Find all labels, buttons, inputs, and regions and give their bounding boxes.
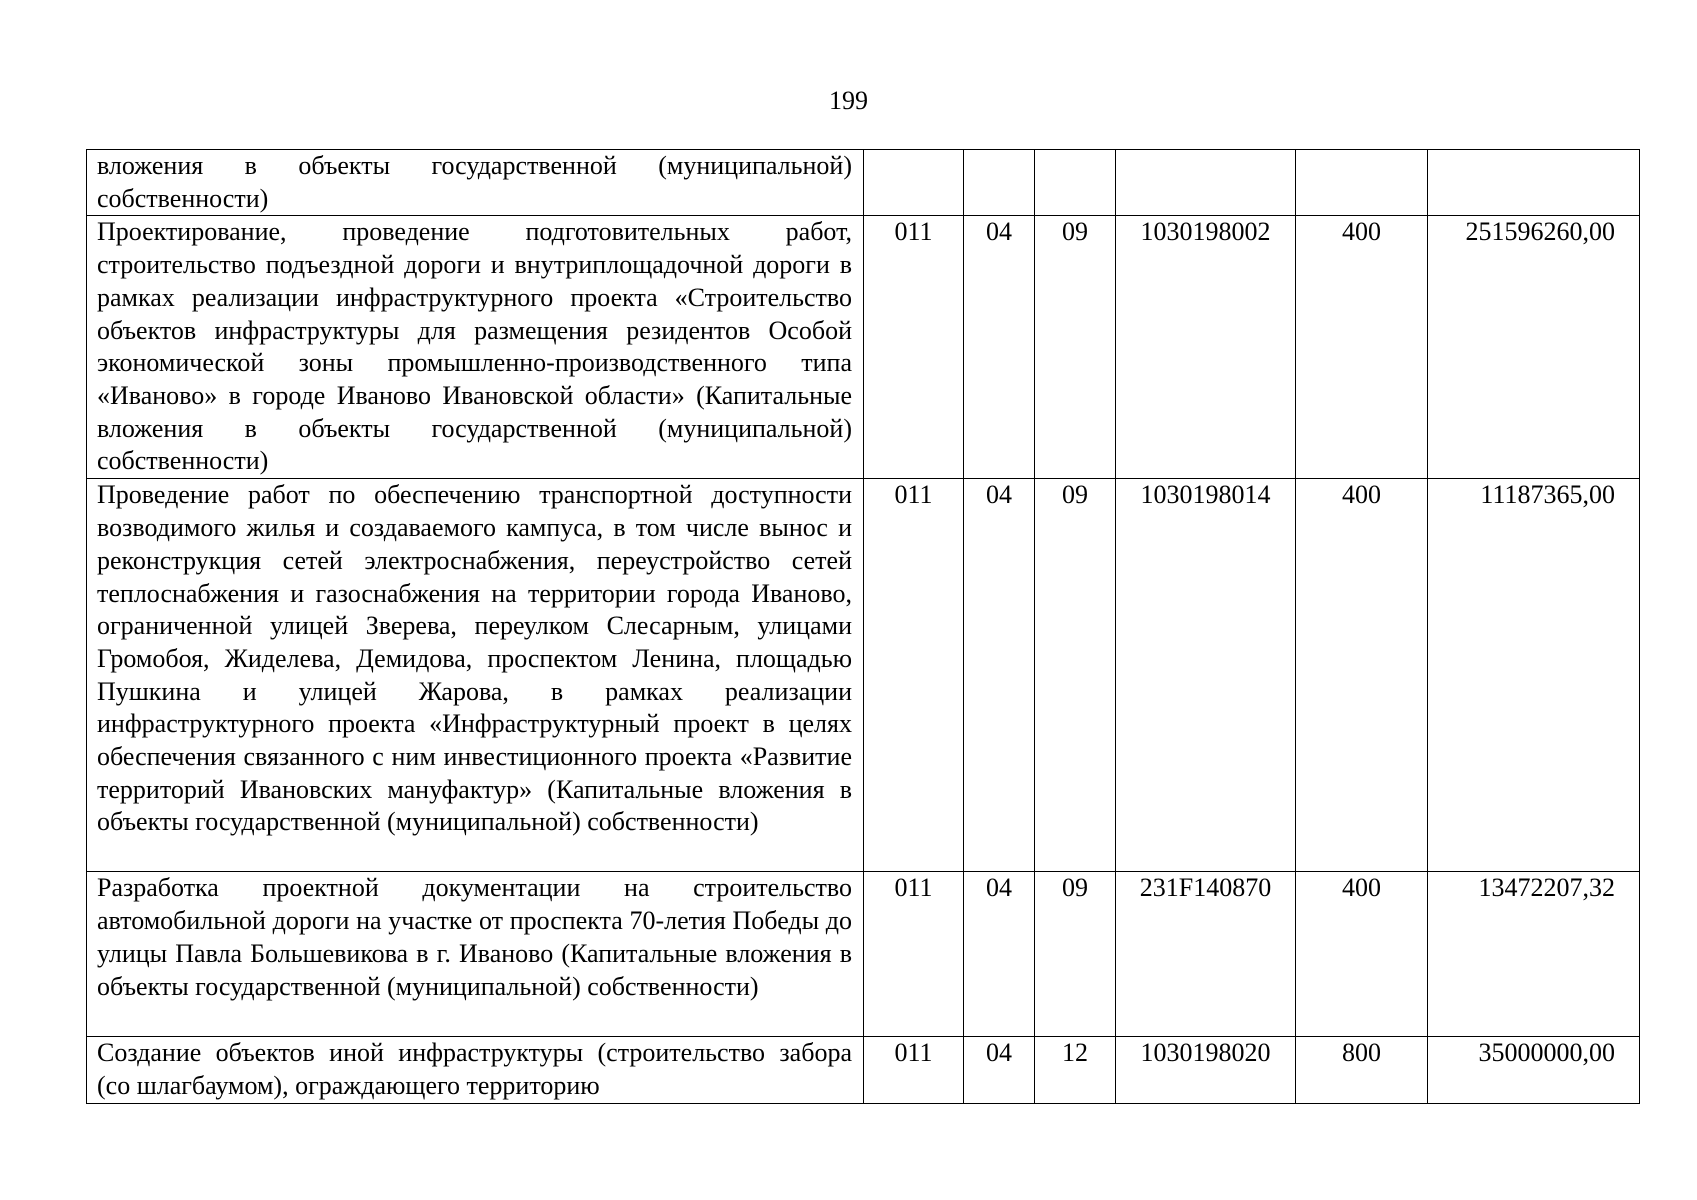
row-description: Проектирование, проведение подготовительных работ, строительство подъездной дороги и внутриплощадочной дороги в рамках реализации инфраструктурного проекта «Строительство объектов инфраструктуры для размещения резидентов Особой экономической зоны промышленно-производственного типа «Иваново» в городе Иваново Ивановской области» (Капитальные вложения в объекты государственной (муниципальной) собственности)	[87, 216, 864, 479]
expense-type-code	[1296, 150, 1428, 216]
amount: 11187365,00	[1428, 479, 1640, 872]
target-article-code: 1030198014	[1116, 479, 1296, 872]
subsection-code	[1035, 150, 1116, 216]
row-description: вложения в объекты государственной (муниципальной) собственности)	[87, 150, 864, 216]
ministry-code: 011	[864, 872, 964, 1037]
row-description: Проведение работ по обеспечению транспортной доступности возводимого жилья и создаваемого кампуса, в том числе вынос и реконструкция сетей электроснабжения, переустройство сетей теплоснабжения и газоснабжения на территории города Иваново, ограниченной улицей Зверева, переулком Слесарным, улицами Громобоя, Жиделева, Демидова, проспектом Ленина, площадью Пушкина и улицей Жарова, в рамках реализации инфраструктурного проекта «Инфраструктурный проект в целях обеспечения связанного с ним инвестиционного проекта «Развитие территорий Ивановских мануфактур» (Капитальные вложения в объекты государственной (муниципальной) собственности)	[87, 479, 864, 872]
section-code: 04	[964, 1037, 1035, 1103]
expense-type-code: 400	[1296, 479, 1428, 872]
ministry-code: 011	[864, 1037, 964, 1103]
expense-type-code: 800	[1296, 1037, 1428, 1103]
target-article-code: 1030198002	[1116, 216, 1296, 479]
target-article-code	[1116, 150, 1296, 216]
subsection-code: 09	[1035, 872, 1116, 1037]
table-row	[87, 872, 1640, 1037]
section-code	[964, 150, 1035, 216]
ministry-code: 011	[864, 216, 964, 479]
amount	[1428, 150, 1640, 216]
table-row	[87, 216, 1640, 479]
amount: 251596260,00	[1428, 216, 1640, 479]
expense-type-code: 400	[1296, 872, 1428, 1037]
ministry-code	[864, 150, 964, 216]
row-description: Создание объектов иной инфраструктуры (строительство забора (со шлагбаумом), ограждающего территорию	[87, 1037, 864, 1103]
table-row	[87, 479, 1640, 872]
budget-table	[86, 149, 1640, 1104]
table-row	[87, 150, 1640, 216]
amount: 13472207,32	[1428, 872, 1640, 1037]
page-number: 199	[829, 86, 868, 115]
target-article-code: 1030198020	[1116, 1037, 1296, 1103]
section-code: 04	[964, 216, 1035, 479]
target-article-code: 231F140870	[1116, 872, 1296, 1037]
table-row	[87, 1037, 1640, 1103]
subsection-code: 09	[1035, 479, 1116, 872]
expense-type-code: 400	[1296, 216, 1428, 479]
subsection-code: 12	[1035, 1037, 1116, 1103]
ministry-code: 011	[864, 479, 964, 872]
section-code: 04	[964, 872, 1035, 1037]
row-description: Разработка проектной документации на строительство автомобильной дороги на участке от проспекта 70-летия Победы до улицы Павла Большевикова в г. Иваново (Капитальные вложения в объекты государственной (муниципальной) собственности)	[87, 872, 864, 1037]
section-code: 04	[964, 479, 1035, 872]
subsection-code: 09	[1035, 216, 1116, 479]
amount: 35000000,00	[1428, 1037, 1640, 1103]
